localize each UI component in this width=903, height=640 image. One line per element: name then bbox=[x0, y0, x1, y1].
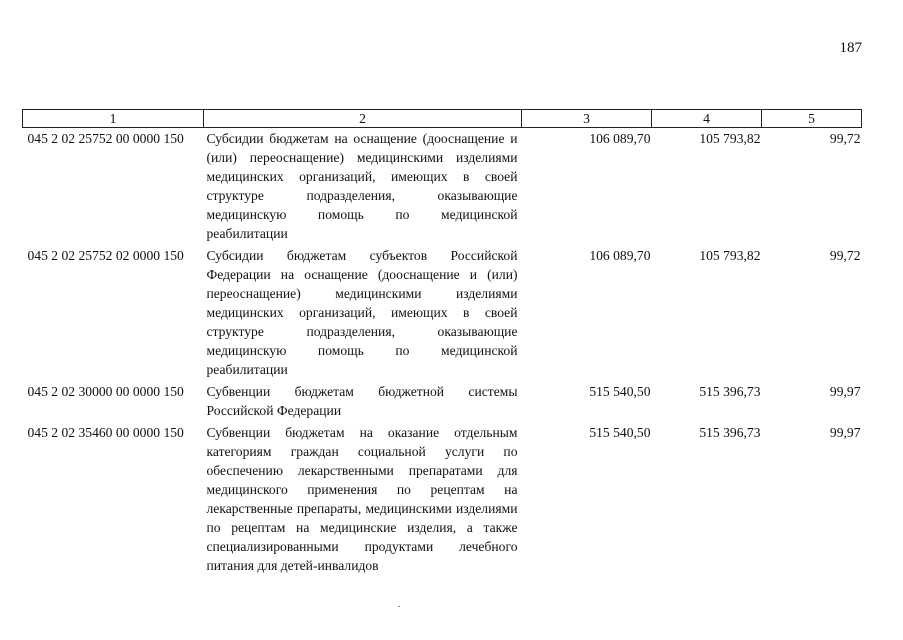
column-header-2: 2 bbox=[204, 110, 522, 128]
budget-code: 045 2 02 25752 00 0000 150 bbox=[27, 131, 184, 146]
actual-amount: 515 396,73 bbox=[699, 384, 761, 399]
planned-amount: 515 540,50 bbox=[589, 384, 651, 399]
actual-amount: 515 396,73 bbox=[699, 425, 761, 440]
planned-amount: 106 089,70 bbox=[589, 248, 651, 263]
table-row bbox=[23, 423, 862, 578]
column-header-1: 1 bbox=[23, 110, 204, 128]
execution-percent: 99,72 bbox=[829, 131, 861, 146]
planned-amount: 106 089,70 bbox=[589, 131, 651, 146]
page-number: 187 bbox=[839, 40, 862, 56]
budget-code: 045 2 02 35460 00 0000 150 bbox=[27, 425, 184, 440]
column-header-5: 5 bbox=[762, 110, 862, 128]
budget-code: 045 2 02 30000 00 0000 150 bbox=[27, 384, 184, 399]
table-row bbox=[23, 246, 862, 382]
table-row bbox=[23, 382, 862, 423]
column-header-3: 3 bbox=[522, 110, 652, 128]
column-header-4: 4 bbox=[652, 110, 762, 128]
budget-table bbox=[22, 109, 862, 578]
table-row bbox=[23, 128, 862, 247]
execution-percent: 99,97 bbox=[829, 384, 861, 399]
item-name: Субвенции бюджетам бюджетной системы Российской Федерации bbox=[206, 384, 518, 418]
execution-percent: 99,72 bbox=[829, 248, 861, 263]
item-name: Субсидии бюджетам субъектов Российской Федерации на оснащение (дооснащение и (или) переоснащение) медицинскими изделиями медицинских организаций, имеющих в своей структуре подразделения, оказывающие медицинскую помощь по медицинской реабилитации bbox=[206, 248, 518, 377]
planned-amount: 515 540,50 bbox=[589, 425, 651, 440]
budget-code: 045 2 02 25752 02 0000 150 bbox=[27, 248, 184, 263]
item-name: Субвенции бюджетам на оказание отдельным категориям граждан социальной услуги по обеспечению лекарственными препаратами для медицинского применения по рецептам на лекарственные препараты, медицинскими изделиями по рецептам на медицинские изделия, а также специализированными продуктами лечебного питания для детей-инвалидов bbox=[206, 425, 518, 573]
actual-amount: 105 793,82 bbox=[699, 248, 761, 263]
scan-speck bbox=[398, 606, 400, 607]
execution-percent: 99,97 bbox=[829, 425, 861, 440]
actual-amount: 105 793,82 bbox=[699, 131, 761, 146]
item-name: Субсидии бюджетам на оснащение (дооснащение и (или) переоснащение) медицинскими изделиями медицинских организаций, имеющих в своей структуре подразделения, оказывающие медицинскую помощь по медицинской реабилитации bbox=[206, 131, 518, 241]
header-row bbox=[23, 110, 862, 128]
